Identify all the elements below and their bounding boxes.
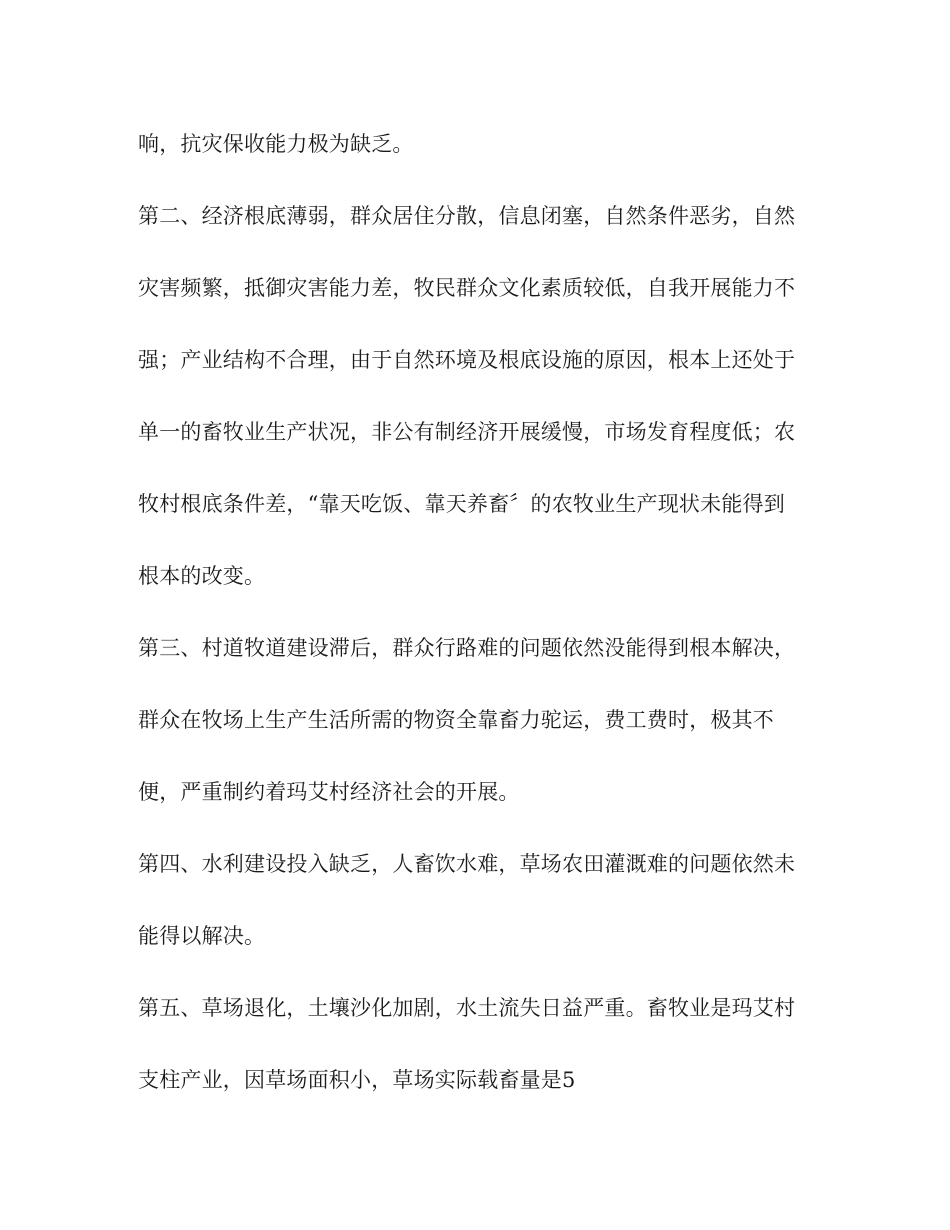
text-line: 根本的改变。 (138, 564, 266, 588)
text-line: 牧村根底条件差，“靠天吃饭、靠天养畜〞的农牧业生产现状未能得到 (138, 492, 785, 516)
text-line: 响，抗灾保收能力极为缺乏。 (138, 132, 414, 156)
text-line: 第五、草场退化，土壤沙化加剧，水土流失日益严重。畜牧业是玛艾村 (138, 996, 796, 1020)
text-line: 支柱产业，因草场面积小，草场实际载畜量是5 (138, 1068, 576, 1092)
text-line: 第二、经济根底薄弱，群众居住分散，信息闭塞，自然条件恶劣，自然 (138, 204, 796, 228)
text-line: 单一的畜牧业生产状况，非公有制经济开展缓慢，市场发育程度低；农 (138, 420, 796, 444)
text-line: 能得以解决。 (138, 924, 266, 948)
text-line: 灾害频繁，抵御灾害能力差，牧民群众文化素质较低，自我开展能力不 (138, 276, 796, 300)
text-line: 第三、村道牧道建设滞后，群众行路难的问题依然没能得到根本解决， (138, 636, 796, 660)
text-line: 第四、水利建设投入缺乏，人畜饮水难，草场农田灌溉难的问题依然未 (138, 852, 796, 876)
text-line: 群众在牧场上生产生活所需的物资全靠畜力驼运，费工费时，极其不 (138, 708, 774, 732)
text-line: 便，严重制约着玛艾村经济社会的开展。 (138, 780, 520, 804)
text-line: 强；产业结构不合理，由于自然环境及根底设施的原因，根本上还处于 (138, 348, 796, 372)
